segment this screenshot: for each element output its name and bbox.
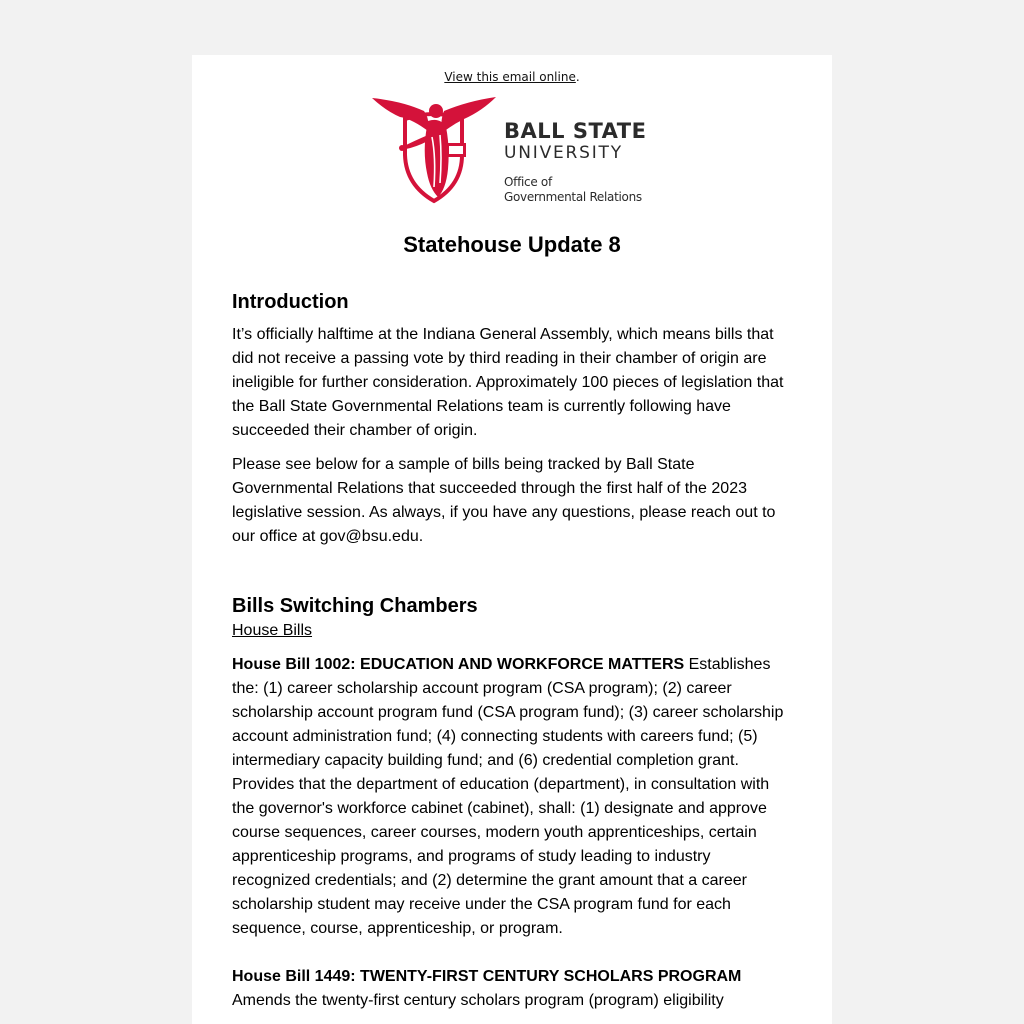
bill-item [232, 965, 792, 1013]
cardinal-emblem-icon [372, 97, 502, 205]
bill-title: House Bill 1449: TWENTY-FIRST CENTURY SCHOLARS PROGRAM [232, 968, 742, 985]
bill-title: House Bill 1002: EDUCATION AND WORKFORCE MATTERS [232, 656, 685, 673]
bills-heading: Bills Switching Chambers [232, 595, 478, 617]
email-card [192, 55, 832, 1024]
logo-line-office-of: Office of [504, 175, 552, 189]
house-bills-link[interactable]: House Bills [232, 622, 313, 639]
intro-paragraph-2: Please see below for a sample of bills being tracked by Ball State Governmental Relations that succeeded through the first half of the 2023 legislative session. As always, if you have any questions, please reach out to our office at gov@bsu.edu. [232, 456, 776, 545]
bill-description: Amends the twenty-first century scholars program (program) eligibility [232, 992, 724, 1009]
bill-description: Establishes the: (1) career scholarship account program (CSA program); (2) career scholarship account program fund (CSA program fund); (3) career scholarship account administration fund; (4) connecting students with careers fund; (5) intermediary capacity building fund; and (6) credential completion grant. Provides that the department of education (department), in consultation with the governor's workforce cabinet (cabinet), shall: (1) designate and approve course sequences, career courses, modern youth apprenticeships, certain apprenticeship programs, and programs of study leading to industry recognized credentials; and (2) determine the grant amount that a career scholarship student may receive under the CSA program fund for each sequence, course, apprenticeship, or program. [232, 656, 784, 937]
view-online-link[interactable]: View this email online [444, 70, 576, 84]
logo-line-governmental-relations: Governmental Relations [504, 190, 642, 204]
email-content [232, 231, 792, 1024]
intro-paragraph-1: It’s officially halftime at the Indiana General Assembly, which means bills that did not receive a passing vote by third reading in their chamber of origin are ineligible for further consideration. Approximately 100 pieces of legislation that the Ball State Governmental Relations team is currently following have succeeded their chamber of origin. [232, 326, 784, 439]
ball-state-logo [372, 97, 654, 205]
page-title: Statehouse Update 8 [403, 232, 621, 257]
logo-wordmark [504, 119, 646, 205]
logo-line-ball-state: BALL STATE [504, 119, 647, 143]
view-online-suffix: . [575, 70, 580, 84]
bill-item [232, 653, 792, 941]
preheader [192, 69, 832, 85]
introduction-heading: Introduction [232, 291, 349, 313]
logo-line-university: UNIVERSITY [504, 143, 623, 163]
